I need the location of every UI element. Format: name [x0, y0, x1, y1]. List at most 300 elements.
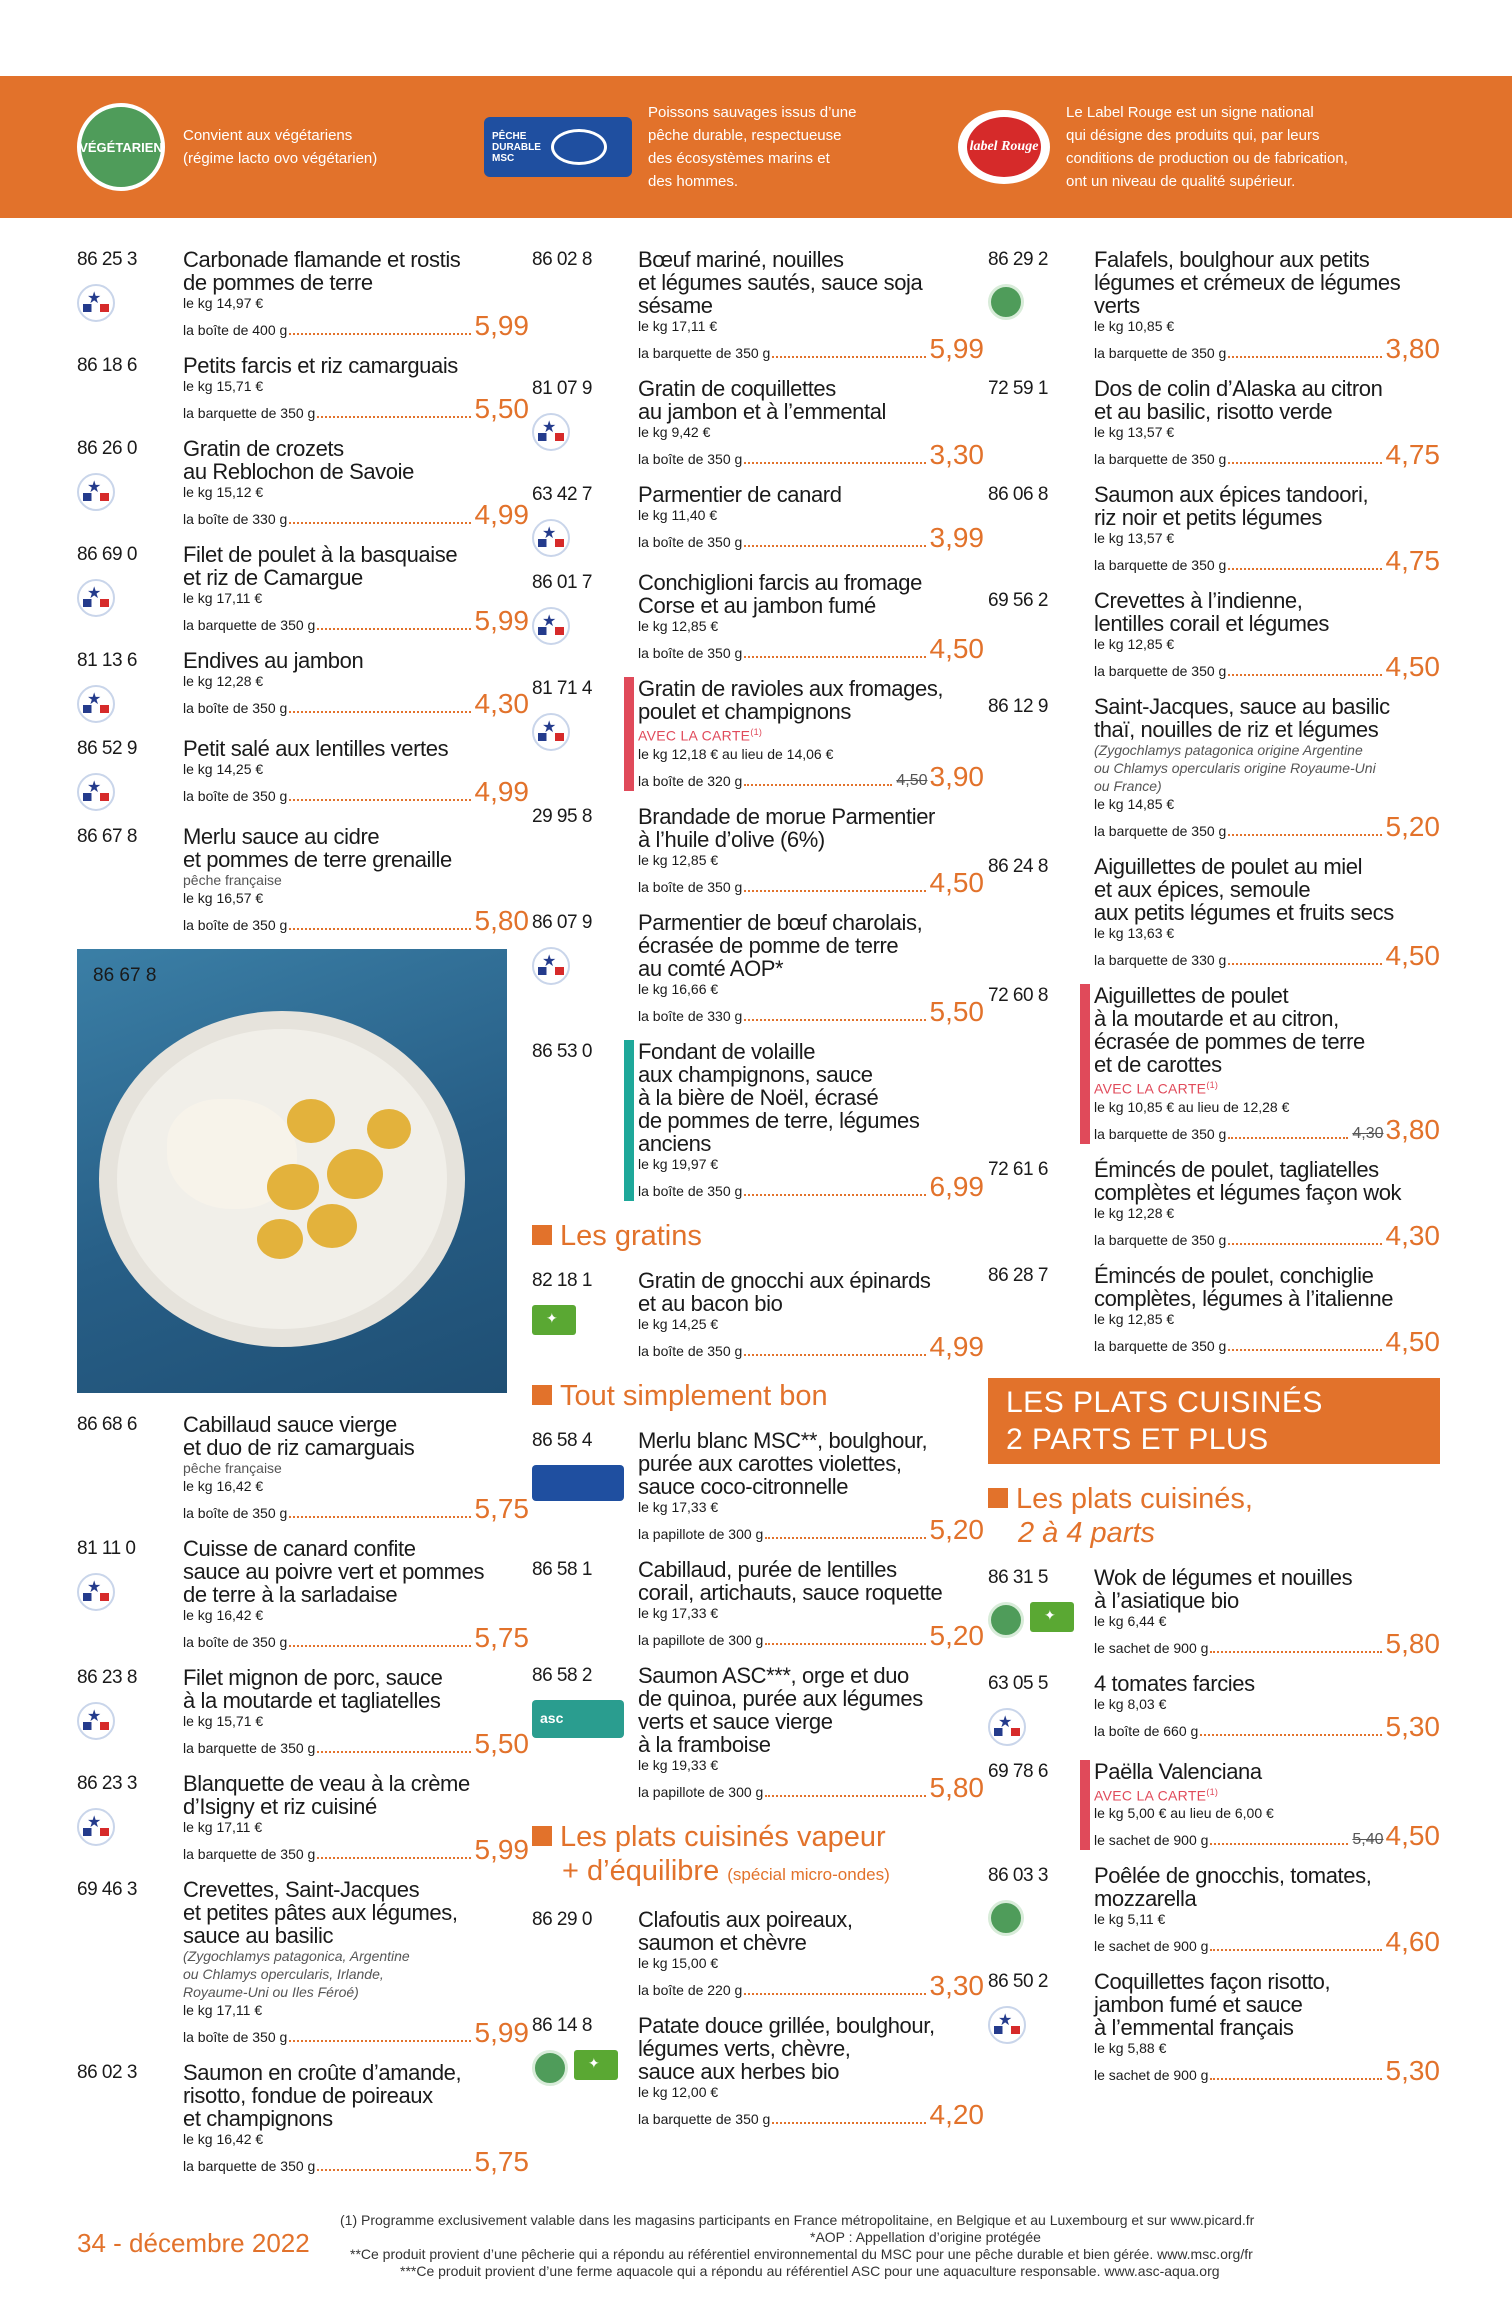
product-item[interactable]: [77, 437, 529, 529]
product-origin: ou Chlamys opercularis, Irlande,: [183, 1966, 384, 1982]
product-meta: [988, 589, 1094, 681]
product-code: 86 23 8: [77, 1667, 137, 1688]
product-name: sauce au basilic: [183, 1923, 334, 1948]
product-meta: [532, 248, 638, 363]
price-per-kg: le kg 19,33 €: [638, 1756, 719, 1773]
pack-size: la papillote de 300 g: [638, 1631, 764, 1648]
dotted-leader: [1200, 1734, 1381, 1736]
product-item[interactable]: [77, 543, 529, 635]
product-meta: [77, 1772, 183, 1864]
price: 6,99: [929, 1170, 984, 1202]
product-item[interactable]: [532, 2014, 984, 2129]
product-item[interactable]: [532, 1269, 984, 1361]
france-origin-icon: [77, 1808, 115, 1846]
france-origin-icon: [77, 685, 115, 723]
promo-bar: [1080, 1760, 1090, 1851]
france-origin-icon: [77, 284, 115, 322]
product-meta: [77, 1666, 183, 1758]
product-details: [638, 2014, 984, 2129]
old-price: 5,40: [1352, 1831, 1384, 1849]
price: 4,30: [474, 688, 529, 719]
product-name: et au basilic, risotto verde: [1094, 399, 1333, 424]
product-item[interactable]: [532, 571, 984, 663]
product-code: 69 56 2: [988, 590, 1048, 611]
product-item[interactable]: [988, 1970, 1440, 2085]
product-name: Saumon ASC***, orge et duo: [638, 1662, 909, 1688]
price: 5,20: [929, 1619, 984, 1651]
product-name: Bœuf mariné, nouilles: [638, 247, 844, 272]
price: 5,80: [474, 905, 529, 936]
pack-price-row: [638, 1969, 984, 2001]
promo-bar: [624, 677, 634, 791]
product-item[interactable]: [988, 248, 1440, 363]
product-meta: [532, 1429, 638, 1544]
product-name: au comté AOP*: [638, 955, 784, 981]
product-code: 69 46 3: [77, 1879, 137, 1900]
product-meta: [77, 825, 183, 935]
product-item[interactable]: [988, 483, 1440, 575]
france-origin-icon: [77, 773, 115, 811]
product-details: [638, 677, 984, 791]
product-item[interactable]: [532, 1664, 984, 1802]
price: 5,99: [474, 605, 529, 636]
product-item[interactable]: [988, 695, 1440, 841]
product-name: sauce coco-citronnelle: [638, 1473, 849, 1499]
product-details: [638, 1908, 984, 2000]
product-meta: [532, 677, 638, 791]
product-meta: [988, 1672, 1094, 1746]
product-list-vapeur: [532, 1908, 984, 2129]
product-details: [1094, 1672, 1440, 1746]
dotted-leader: [744, 656, 925, 658]
pack-size: le sachet de 900 g: [1094, 2067, 1209, 2084]
product-item[interactable]: [77, 649, 529, 723]
dotted-leader: [317, 416, 470, 418]
product-origin: ou France): [1094, 778, 1162, 794]
product-code: 82 18 1: [532, 1269, 592, 1291]
france-origin-icon: [532, 519, 570, 557]
dotted-leader: [289, 1645, 470, 1647]
product-code: 86 01 7: [532, 572, 592, 593]
product-item[interactable]: [988, 1264, 1440, 1356]
dotted-leader: [1210, 1651, 1381, 1653]
price: 3,80: [1385, 333, 1440, 364]
product-name: jambon fumé et sauce: [1094, 1992, 1303, 2018]
product-meta: [77, 543, 183, 635]
product-name: Gratin de coquillettes: [638, 376, 836, 401]
badge-group: [77, 1702, 183, 1740]
pack-size: la boîte de 330 g: [183, 511, 288, 527]
product-code: 86 12 9: [988, 696, 1048, 717]
pack-price-row: [183, 1624, 529, 1652]
dotted-leader: [317, 1751, 470, 1753]
product-details: [638, 1558, 984, 1650]
pack-price-row: [638, 2098, 984, 2130]
product-details: [183, 737, 529, 811]
product-name: Dos de colin d’Alaska au citron: [1094, 376, 1383, 401]
price-per-kg: le kg 14,97 €: [183, 295, 264, 311]
badge-group: [988, 2006, 1094, 2044]
badge-group: [77, 1573, 183, 1611]
product-code: 86 03 3: [988, 1865, 1048, 1887]
product-details: [183, 1537, 529, 1652]
product-name: lentilles corail et légumes: [1094, 611, 1329, 636]
product-item[interactable]: [77, 2061, 529, 2176]
product-code: 86 69 0: [77, 544, 137, 565]
price: 5,99: [474, 310, 529, 341]
product-code: 86 28 7: [988, 1264, 1048, 1286]
price: 5,99: [474, 1834, 529, 1865]
price-per-kg: le kg 17,11 €: [183, 590, 263, 606]
product-code: 86 26 0: [77, 438, 137, 459]
product-name: de pommes de terre, légumes: [638, 1107, 920, 1133]
price: 5,20: [929, 1513, 984, 1545]
badge-group: [532, 947, 638, 985]
product-name: sésame: [638, 293, 713, 318]
badge-group: [532, 1465, 638, 1501]
dotted-leader: [744, 1993, 925, 1995]
product-name: Blanquette de veau à la crème: [183, 1771, 470, 1796]
pack-price-row: [183, 1495, 529, 1523]
footnote-1: (1) Programme exclusivement valable dans les magasins participants en France métropolitaine, en Belgique et au Luxembourg et sur www.picard.fr: [340, 2212, 1255, 2228]
old-price: 4,50: [896, 771, 928, 789]
badge-group: [988, 1602, 1094, 1638]
price-per-kg: le kg 17,33 €: [638, 1604, 719, 1621]
price-per-kg: le kg 16,42 €: [183, 1478, 264, 1494]
pack-size: la boîte de 350 g: [638, 1342, 743, 1359]
product-item[interactable]: [532, 483, 984, 557]
product-item[interactable]: [988, 855, 1440, 970]
dotted-leader: [1228, 1243, 1381, 1245]
product-item[interactable]: [532, 1558, 984, 1650]
product-item[interactable]: [988, 377, 1440, 469]
pack-size: le sachet de 900 g: [1094, 1832, 1209, 1849]
price-per-kg: le kg 10,85 €: [1094, 318, 1175, 334]
france-origin-icon: [77, 1573, 115, 1611]
pack-size: la boîte de 350 g: [183, 700, 288, 716]
product-item[interactable]: [77, 825, 529, 935]
dotted-leader: [1228, 356, 1381, 358]
product-details: [183, 2061, 529, 2176]
product-name: et champignons: [183, 2106, 333, 2131]
product-meta: [532, 1908, 638, 2000]
dotted-leader: [765, 1643, 925, 1645]
badge-group: [77, 284, 183, 322]
france-origin-icon: [77, 579, 115, 617]
price-per-kg: le kg 16,42 €: [183, 1607, 264, 1623]
price: 4,50: [929, 866, 984, 898]
product-meta: [77, 2061, 183, 2176]
product-item[interactable]: [77, 1413, 529, 1523]
pack-size: la boîte de 350 g: [638, 645, 743, 661]
product-name: et aux épices, semoule: [1094, 877, 1311, 902]
pack-size: la barquette de 350 g: [1094, 823, 1227, 839]
product-code: 86 50 2: [988, 1971, 1048, 1993]
price: 5,50: [929, 995, 984, 1027]
pack-price-row: [183, 312, 529, 340]
section-vapeur: [532, 1820, 984, 1892]
dotted-leader: [1228, 1137, 1348, 1139]
price: 4,20: [929, 2098, 984, 2130]
price-per-kg: le kg 12,18 € au lieu de 14,06 €: [638, 745, 834, 762]
pack-size: la boîte de 350 g: [183, 1634, 288, 1650]
product-item[interactable]: [532, 1908, 984, 2000]
badge-group: [532, 413, 638, 451]
pack-size: la barquette de 350 g: [1094, 1231, 1227, 1248]
pack-size: la barquette de 350 g: [183, 2158, 316, 2174]
badge-group: [988, 284, 1094, 320]
product-item[interactable]: [532, 1429, 984, 1544]
product-name: Cabillaud sauce vierge: [183, 1412, 397, 1437]
product-meta: [988, 695, 1094, 841]
pack-size: la barquette de 350 g: [183, 1740, 316, 1756]
pack-size: la papillote de 300 g: [638, 1783, 764, 1800]
label-rouge-legend: [958, 76, 1478, 218]
dotted-leader: [1228, 963, 1381, 965]
badge-group: [77, 1808, 183, 1846]
price: 5,80: [1385, 1627, 1440, 1659]
price-per-kg: le kg 6,44 €: [1094, 1612, 1167, 1629]
vegetarian-legend: [77, 76, 457, 218]
price-per-kg: le kg 10,85 € au lieu de 12,28 €: [1094, 1098, 1290, 1115]
pack-size: la barquette de 350 g: [1094, 451, 1227, 467]
dotted-leader: [317, 1857, 470, 1859]
section-gratins: [532, 1219, 984, 1253]
pack-price-row: [638, 1619, 984, 1651]
product-item[interactable]: [532, 805, 984, 897]
pack-price-row: [183, 2148, 529, 2176]
dotted-leader: [289, 1516, 470, 1518]
price-per-kg: le kg 17,11 €: [183, 2002, 263, 2018]
product-details: [183, 354, 529, 423]
pack-price-row: [638, 335, 984, 363]
msc-legend: [484, 76, 924, 218]
dotted-leader: [1228, 674, 1381, 676]
column-3: [988, 248, 1440, 2099]
product-item[interactable]: [77, 1666, 529, 1758]
product-item[interactable]: [988, 1760, 1440, 1851]
product-item[interactable]: [988, 1566, 1440, 1658]
france-origin-icon: [532, 947, 570, 985]
column-2: [532, 248, 984, 2143]
dotted-leader: [1228, 834, 1381, 836]
label-banner: [0, 76, 1512, 218]
product-meta: [988, 984, 1094, 1144]
dotted-leader: [289, 333, 470, 335]
pack-price-row: [183, 395, 529, 423]
product-name: Coquillettes façon risotto,: [1094, 1969, 1331, 1995]
product-name: Parmentier de bœuf charolais,: [638, 909, 923, 935]
product-code: 63 42 7: [532, 484, 592, 505]
pack-size: la boîte de 350 g: [183, 917, 288, 933]
product-meta: [988, 1864, 1094, 1956]
dotted-leader: [289, 522, 470, 524]
pack-size: la barquette de 350 g: [1094, 345, 1227, 361]
product-details: [183, 825, 529, 935]
dotted-leader: [744, 890, 925, 892]
product-name: de quinoa, purée aux légumes: [638, 1685, 923, 1711]
pack-price-row: [1094, 1822, 1440, 1850]
product-item[interactable]: [77, 1537, 529, 1652]
product-item[interactable]: [77, 1772, 529, 1864]
pack-price-row: [638, 1170, 984, 1202]
product-item[interactable]: [77, 354, 529, 423]
pack-size: la boîte de 320 g: [638, 772, 743, 789]
pack-size: la barquette de 350 g: [183, 1846, 316, 1862]
price-per-kg: le kg 16,42 €: [183, 2131, 264, 2147]
pack-price-row: [1094, 1627, 1440, 1659]
vegetarian-icon: [988, 1602, 1024, 1638]
pack-size: la barquette de 350 g: [1094, 1337, 1227, 1354]
dotted-leader: [744, 1019, 925, 1021]
price-per-kg: le kg 12,85 €: [638, 618, 719, 634]
product-name: de pommes de terre: [183, 270, 373, 295]
dotted-leader: [1210, 2078, 1381, 2080]
pack-price-row: [183, 1730, 529, 1758]
pack-price-row: [1094, 1325, 1440, 1357]
pack-price-row: [638, 760, 984, 792]
price-per-kg: le kg 14,25 €: [183, 761, 264, 777]
product-details: [638, 571, 984, 663]
product-name: Falafels, boulghour aux petits: [1094, 247, 1370, 272]
price-per-kg: le kg 16,57 €: [183, 890, 264, 906]
price-per-kg: le kg 15,71 €: [183, 378, 264, 394]
product-code: 86 31 5: [988, 1566, 1048, 1588]
product-meta: [77, 649, 183, 723]
price-per-kg: le kg 17,11 €: [183, 1819, 263, 1835]
pack-price-row: [638, 635, 984, 663]
product-name: Cuisse de canard confite: [183, 1536, 416, 1561]
product-item[interactable]: [532, 1040, 984, 1201]
product-details: [638, 377, 984, 469]
msc-icon: [532, 1465, 624, 1501]
dotted-leader: [765, 1795, 925, 1797]
pack-size: la barquette de 350 g: [183, 617, 316, 633]
badge-group: [77, 473, 183, 511]
product-item[interactable]: [988, 1158, 1440, 1250]
price-per-kg: le kg 12,28 €: [1094, 1204, 1175, 1221]
product-name: Saint-Jacques, sauce au basilic: [1094, 694, 1390, 719]
product-item[interactable]: [988, 984, 1440, 1144]
pack-size: la barquette de 350 g: [1094, 557, 1227, 573]
product-list-col1: [77, 248, 529, 935]
product-name: Conchiglioni farcis au fromage: [638, 570, 922, 595]
product-details: [1094, 483, 1440, 575]
price: 4,99: [929, 1330, 984, 1362]
product-name: riz noir et petits légumes: [1094, 505, 1323, 530]
section-subtitle: (spécial micro-ondes): [727, 1864, 890, 1884]
product-name: verts et sauce vierge: [638, 1708, 833, 1734]
product-code: 86 14 8: [532, 2014, 592, 2036]
product-name: légumes verts, chèvre,: [638, 2035, 851, 2061]
product-list-col3: [988, 248, 1440, 1356]
product-details: [183, 1413, 529, 1523]
pack-size: la papillote de 300 g: [638, 1525, 764, 1542]
section-title: Tout simplement bon: [560, 1379, 828, 1412]
product-meta: [988, 1760, 1094, 1851]
product-origin: (Zygochlamys patagonica origine Argentine: [1094, 742, 1363, 758]
product-details: [638, 1429, 984, 1544]
product-details: [638, 1040, 984, 1201]
product-name: Paëlla Valenciana: [1094, 1758, 1262, 1784]
product-code: 72 61 6: [988, 1158, 1048, 1180]
pack-size: la boîte de 400 g: [183, 322, 288, 338]
product-list-simple: [532, 1429, 984, 1802]
pack-price-row: [183, 690, 529, 718]
product-code: 86 23 3: [77, 1773, 137, 1794]
product-name: Merlu blanc MSC**, boulghour,: [638, 1427, 928, 1453]
product-item[interactable]: [988, 1864, 1440, 1956]
badge-group: [532, 1700, 638, 1738]
product-details: [183, 1666, 529, 1758]
product-item[interactable]: [532, 248, 984, 363]
product-code: 81 71 4: [532, 678, 592, 699]
product-name: risotto, fondue de poireaux: [183, 2083, 433, 2108]
product-item[interactable]: [988, 589, 1440, 681]
product-name: Crevettes à l’indienne,: [1094, 588, 1303, 613]
product-item[interactable]: [77, 737, 529, 811]
product-name: Filet de poulet à la basquaise: [183, 542, 458, 567]
product-name: saumon et chèvre: [638, 1929, 807, 1955]
price-per-kg: le kg 5,11 €: [1094, 1911, 1166, 1928]
product-name: aux champignons, sauce: [638, 1061, 873, 1087]
pack-price-row: [1094, 1928, 1440, 1956]
badge-group: [988, 1900, 1094, 1936]
product-item[interactable]: [532, 677, 984, 791]
badge-group: [532, 1305, 638, 1335]
organic-bio-icon: [574, 2050, 618, 2080]
product-list-gratins: [532, 1269, 984, 1361]
product-meta: [532, 2014, 638, 2129]
product-item[interactable]: [988, 1672, 1440, 1746]
product-item[interactable]: [532, 377, 984, 469]
price: 5,99: [474, 2017, 529, 2048]
price-per-kg: le kg 12,85 €: [1094, 1310, 1175, 1327]
pack-size: la boîte de 350 g: [183, 2029, 288, 2045]
product-code: 81 07 9: [532, 378, 592, 399]
product-name: Patate douce grillée, boulghour,: [638, 2012, 935, 2038]
product-item[interactable]: [77, 1878, 529, 2047]
pack-size: la boîte de 350 g: [638, 1182, 743, 1199]
product-name: écrasée de pommes de terre: [1094, 1029, 1365, 1054]
dotted-leader: [744, 1194, 925, 1196]
france-origin-icon: [77, 473, 115, 511]
product-code: 86 02 3: [77, 2062, 137, 2083]
product-name: thaï, nouilles de riz et légumes: [1094, 717, 1379, 742]
product-item[interactable]: [532, 911, 984, 1026]
product-details: [1094, 1970, 1440, 2085]
pack-size: le sachet de 900 g: [1094, 1938, 1209, 1955]
price-per-kg: le kg 5,88 €: [1094, 2040, 1167, 2057]
product-name: Clafoutis aux poireaux,: [638, 1906, 853, 1932]
product-name: et au bacon bio: [638, 1290, 783, 1316]
pack-price-row: [1094, 2057, 1440, 2085]
product-name: poulet et champignons: [638, 699, 851, 724]
price: 3,30: [929, 439, 984, 470]
price-per-kg: le kg 13,57 €: [1094, 424, 1175, 440]
product-item[interactable]: [77, 248, 529, 340]
dotted-leader: [289, 799, 470, 801]
pack-price-row: [183, 778, 529, 806]
product-meta: [77, 354, 183, 423]
pack-price-row: [183, 907, 529, 935]
product-name: et légumes sautés, sauce soja: [638, 270, 923, 295]
price: 4,60: [1385, 1926, 1440, 1958]
product-details: [1094, 377, 1440, 469]
product-name: Aiguillettes de poulet au miel: [1094, 854, 1363, 879]
product-name: et riz de Camargue: [183, 565, 363, 590]
badge-group: [988, 1708, 1094, 1746]
